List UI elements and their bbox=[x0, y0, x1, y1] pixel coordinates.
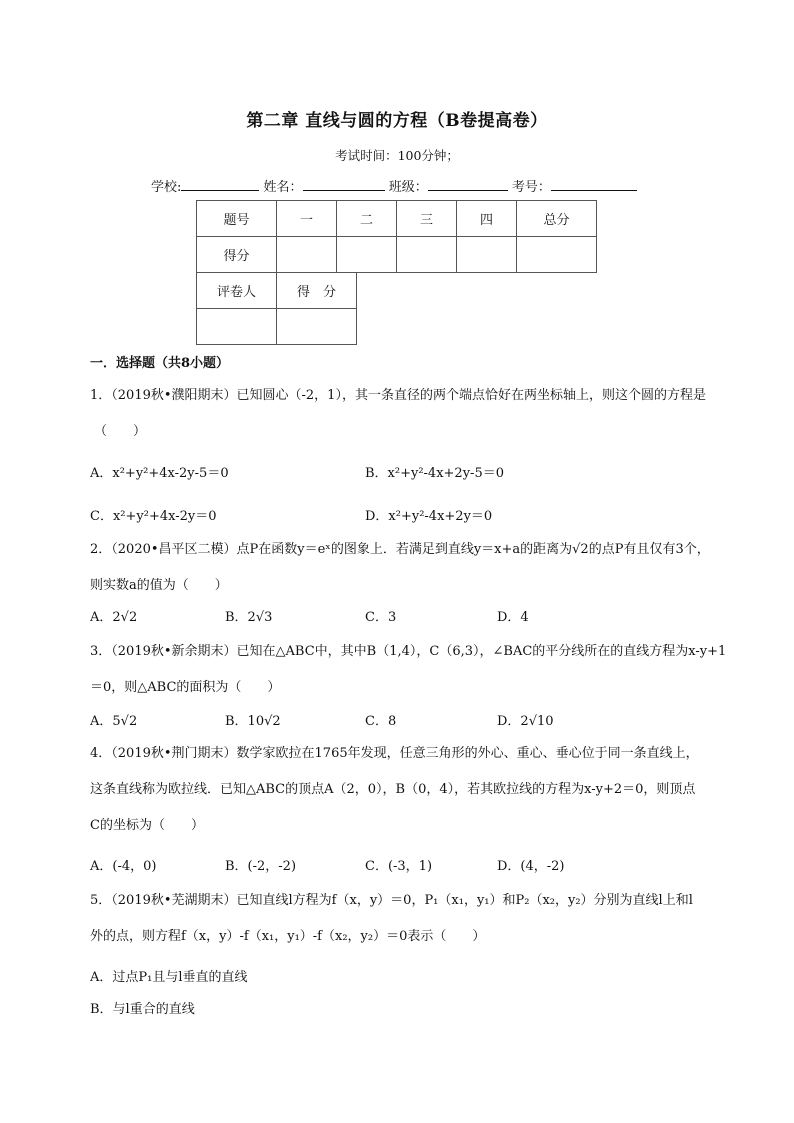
question-text: 4．（2019秋•荆门期末）数学家欧拉在1765年发现，任意三角形的外心、重心、垂心位于同一条直线上， bbox=[90, 746, 699, 761]
score-cell[interactable] bbox=[517, 237, 597, 273]
school-label: 学校: bbox=[151, 180, 182, 195]
score-table bbox=[196, 200, 597, 273]
option-d[interactable]: D．2√10 bbox=[497, 714, 554, 729]
score-table-score-row bbox=[197, 237, 597, 273]
grader-cell[interactable] bbox=[197, 309, 277, 345]
score-cell[interactable] bbox=[457, 237, 517, 273]
question-2 bbox=[90, 532, 720, 604]
question-5 bbox=[90, 883, 720, 955]
grader-table bbox=[196, 272, 357, 345]
question-text: 2．（2020•昌平区二模）点P在函数y＝eˣ的图象上．若满足到直线y＝x+a的距离为√2的点P有且仅有3个， bbox=[90, 542, 710, 557]
page-title: 第二章 直线与圆的方程（B卷提高卷） bbox=[246, 111, 548, 131]
number-blank[interactable] bbox=[551, 177, 637, 191]
grader-header-cell: 评卷人 bbox=[197, 273, 277, 309]
question-text: 这条直线称为欧拉线．已知△ABC的顶点A（2，0），B（0，4），若其欧拉线的方程为x-y+2＝0，则顶点 bbox=[90, 782, 696, 797]
student-info-row bbox=[151, 176, 637, 195]
score-table-header-row bbox=[197, 201, 597, 237]
score-header-cell: 二 bbox=[337, 201, 397, 237]
question-3 bbox=[90, 634, 727, 706]
option-a[interactable]: A．(-4，0) bbox=[90, 859, 157, 874]
option-c[interactable]: C．x²+y²+4x-2y＝0 bbox=[90, 509, 217, 524]
question-1 bbox=[90, 378, 720, 450]
question-text: C的坐标为（ ） bbox=[90, 818, 204, 833]
option-d[interactable]: D．4 bbox=[497, 610, 529, 625]
score-header-cell: 三 bbox=[397, 201, 457, 237]
question-text: （ ） bbox=[94, 424, 147, 439]
score-row-label: 得分 bbox=[197, 237, 277, 273]
name-blank[interactable] bbox=[303, 177, 385, 191]
score-header-cell: 一 bbox=[277, 201, 337, 237]
exam-time: 考试时间：100分钟； bbox=[335, 148, 459, 163]
score-cell[interactable] bbox=[397, 237, 457, 273]
option-a[interactable]: A．2√2 bbox=[90, 610, 138, 625]
option-a[interactable]: A．x²+y²+4x-2y-5＝0 bbox=[90, 466, 229, 481]
option-b[interactable]: B．10√2 bbox=[225, 714, 281, 729]
section-title: 一．选择题（共8小题） bbox=[90, 356, 230, 371]
school-blank[interactable] bbox=[181, 177, 259, 191]
grader-entry-row bbox=[197, 309, 357, 345]
class-label: 班级： bbox=[388, 180, 428, 195]
option-b[interactable]: B．(-2，-2) bbox=[225, 859, 297, 874]
question-4 bbox=[90, 736, 720, 844]
score-header-cell: 题号 bbox=[197, 201, 277, 237]
question-text: 3．（2019秋•新余期末）已知在△ABC中，其中B（1,4），C（6,3），∠BAC的平分线所在的直线方程为x-y+1 bbox=[90, 644, 727, 659]
option-a[interactable]: A．5√2 bbox=[90, 714, 138, 729]
score-header-cell: 总分 bbox=[517, 201, 597, 237]
score-cell[interactable] bbox=[337, 237, 397, 273]
grader-header-row bbox=[197, 273, 357, 309]
question-text: 5．（2019秋•芜湖期末）已知直线l方程为f（x，y）＝0，P₁（x₁，y₁）和P₂（x₂，y₂）分别为直线l上和l bbox=[90, 893, 693, 908]
question-text: 外的点，则方程f（x，y）-f（x₁，y₁）-f（x₂，y₂）＝0表示（ ） bbox=[90, 929, 486, 944]
score-cell[interactable] bbox=[277, 237, 337, 273]
grader-cell[interactable] bbox=[277, 309, 357, 345]
number-label: 考号： bbox=[511, 180, 551, 195]
question-text: 则实数a的值为（ ） bbox=[90, 578, 228, 593]
question-text: 1．（2019秋•濮阳期末）已知圆心（-2，1），其一条直径的两个端点恰好在两坐标轴上，则这个圆的方程是 bbox=[90, 388, 706, 403]
question-text: ＝0，则△ABC的面积为（ ） bbox=[90, 680, 281, 695]
name-label: 姓名： bbox=[263, 180, 303, 195]
option-a[interactable]: A．过点P₁且与l垂直的直线 bbox=[90, 970, 248, 985]
option-c[interactable]: C．(-3，1) bbox=[365, 859, 433, 874]
option-d[interactable]: D．x²+y²-4x+2y＝0 bbox=[365, 509, 493, 524]
option-c[interactable]: C．3 bbox=[365, 610, 397, 625]
class-blank[interactable] bbox=[428, 177, 508, 191]
grader-header-cell: 得 分 bbox=[277, 273, 357, 309]
score-header-cell: 四 bbox=[457, 201, 517, 237]
option-b[interactable]: B．x²+y²-4x+2y-5＝0 bbox=[365, 466, 504, 481]
option-b[interactable]: B．2√3 bbox=[225, 610, 273, 625]
option-d[interactable]: D．(4，-2) bbox=[497, 859, 565, 874]
option-c[interactable]: C．8 bbox=[365, 714, 397, 729]
option-b[interactable]: B．与l重合的直线 bbox=[90, 1002, 195, 1017]
